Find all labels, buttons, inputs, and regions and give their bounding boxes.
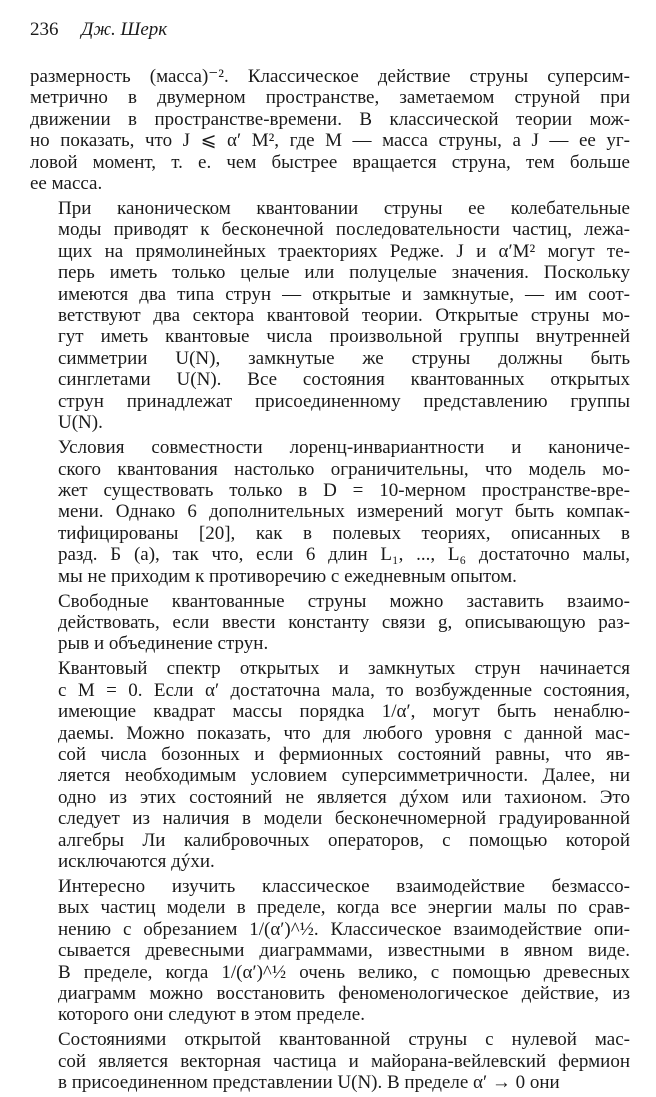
text-line: моды приводят к бесконечной последовательности частиц, лежа- [58,219,630,241]
text-line: U(N). [58,412,103,434]
text-line: Условия совместности лоренц-инвариантности и канониче- [58,437,630,459]
running-head: Дж. Шерк [81,19,168,40]
page-number: 236 [30,19,59,40]
paragraph [30,1029,630,1093]
text-line: тифицированы [20], как в полевых теориях, описанных в [58,522,630,544]
text-line: рыв и объединение струн. [58,633,269,655]
paragraph [30,591,630,655]
paragraph [30,198,630,433]
text-line: Интересно изучить классическое взаимодействие безмассо- [58,876,630,897]
text-line: синглетами U(N). Все состояния квантованных открытых [58,369,630,391]
text-line: мы не приходим к противоречию с ежедневным опытом. [58,565,517,587]
text-line: Состояниями открытой квантованной струны с нулевой мас- [58,1029,630,1051]
text-line: даемы. Можно показать, что для любого уровня с данной мас- [58,722,630,744]
text-line: гут иметь квантовые числа произвольной группы внутренней [58,326,630,348]
text-line: струн принадлежат присоединенному представлению группы [58,390,630,412]
text-line: вых частиц модели в пределе, когда все энергии малы по срав- [58,897,630,919]
text-line: метрично в двумерном пространстве, заметаемом струной при [30,87,630,109]
paragraph [30,66,630,194]
text-line: следует из наличия в модели бесконечномерной градуированной [58,808,630,830]
text-line: перь иметь только целые или полуцелые значения. Поскольку [58,262,630,284]
text-line: но показать, что J ⩽ α′ M², где M — масса струны, а J — ее уг- [30,130,630,152]
text-line: ского квантования настолько ограничительны, что модель мо- [58,458,630,480]
text-line: действовать, если ввести константу связи g, описывающую раз- [58,611,630,633]
body-text [30,66,630,1097]
text-line: ее масса. [30,173,103,195]
paragraph [30,658,630,872]
text-line: с M = 0. Если α′ достаточна мала, то возбужденные состояния, [58,679,630,701]
text-line: симметрии U(N), замкнутые же струны должны быть [58,347,630,369]
text-line: ветствуют два сектора квантовой теории. Открытые струны мо- [58,305,630,327]
text-line: нению с обрезанием 1/(α′)^½. Классическое взаимодействие опи- [58,918,630,940]
text-line: движении в пространстве-времени. В классической теории мож- [30,108,630,130]
text-line: сой числа бозонных и фермионных состояний равны, что яв- [58,743,630,765]
text-line: которого они следуют в этом пределе. [58,1004,365,1026]
text-line: исключаются дýхи. [58,851,215,872]
text-line: имеются два типа струн — открытые и замкнутые, — им соот- [58,283,630,305]
text-line: мени. Однако 6 дополнительных измерений могут быть компак- [58,501,630,523]
text-line: жет существовать только в D = 10-мерном пространстве-вре- [58,479,630,501]
text-line: одно из этих состояний не является дýхом или тахионом. Это [58,786,630,808]
text-line: алгебры Ли калибровочных операторов, с помощью которой [58,829,630,851]
text-line: щих на прямолинейных траекториях Редже. J и α′M² могут те- [58,240,630,262]
text-line: сой является векторная частица и майорана-вейлевский фермион [58,1050,630,1072]
text-line: в присоединенном представлении U(N). В пределе α′ → 0 они [58,1072,560,1094]
paragraph [30,876,630,1026]
text-line: размерность (масса)⁻². Классическое действие струны суперсим- [30,66,630,87]
text-line: ловой момент, т. е. чем быстрее вращается струна, тем больше [30,151,630,173]
page-header [30,18,626,42]
text-line: При каноническом квантовании струны ее колебательные [58,198,630,220]
text-line: Свободные квантованные струны можно заставить взаимо- [58,590,630,612]
text-line: Квантовый спектр открытых и замкнутых струн начинается [58,658,630,680]
text-line: сывается древесными диаграммами, известными в явном виде. [58,940,630,962]
paragraph [30,437,630,587]
text-line: В пределе, когда 1/(α′)^½ очень велико, с помощью древесных [58,961,630,983]
text-line: диаграмм можно восстановить феноменологическое действие, из [58,983,630,1005]
text-line: имеющие квадрат массы порядка 1/α′, могут быть ненаблю- [58,701,630,723]
text-line: разд. Б (а), так что, если 6 длин L₁, ..., L₆ достаточно малы, [58,544,630,566]
text-line: ляется необходимым условием суперсимметричности. Далее, ни [58,765,630,787]
